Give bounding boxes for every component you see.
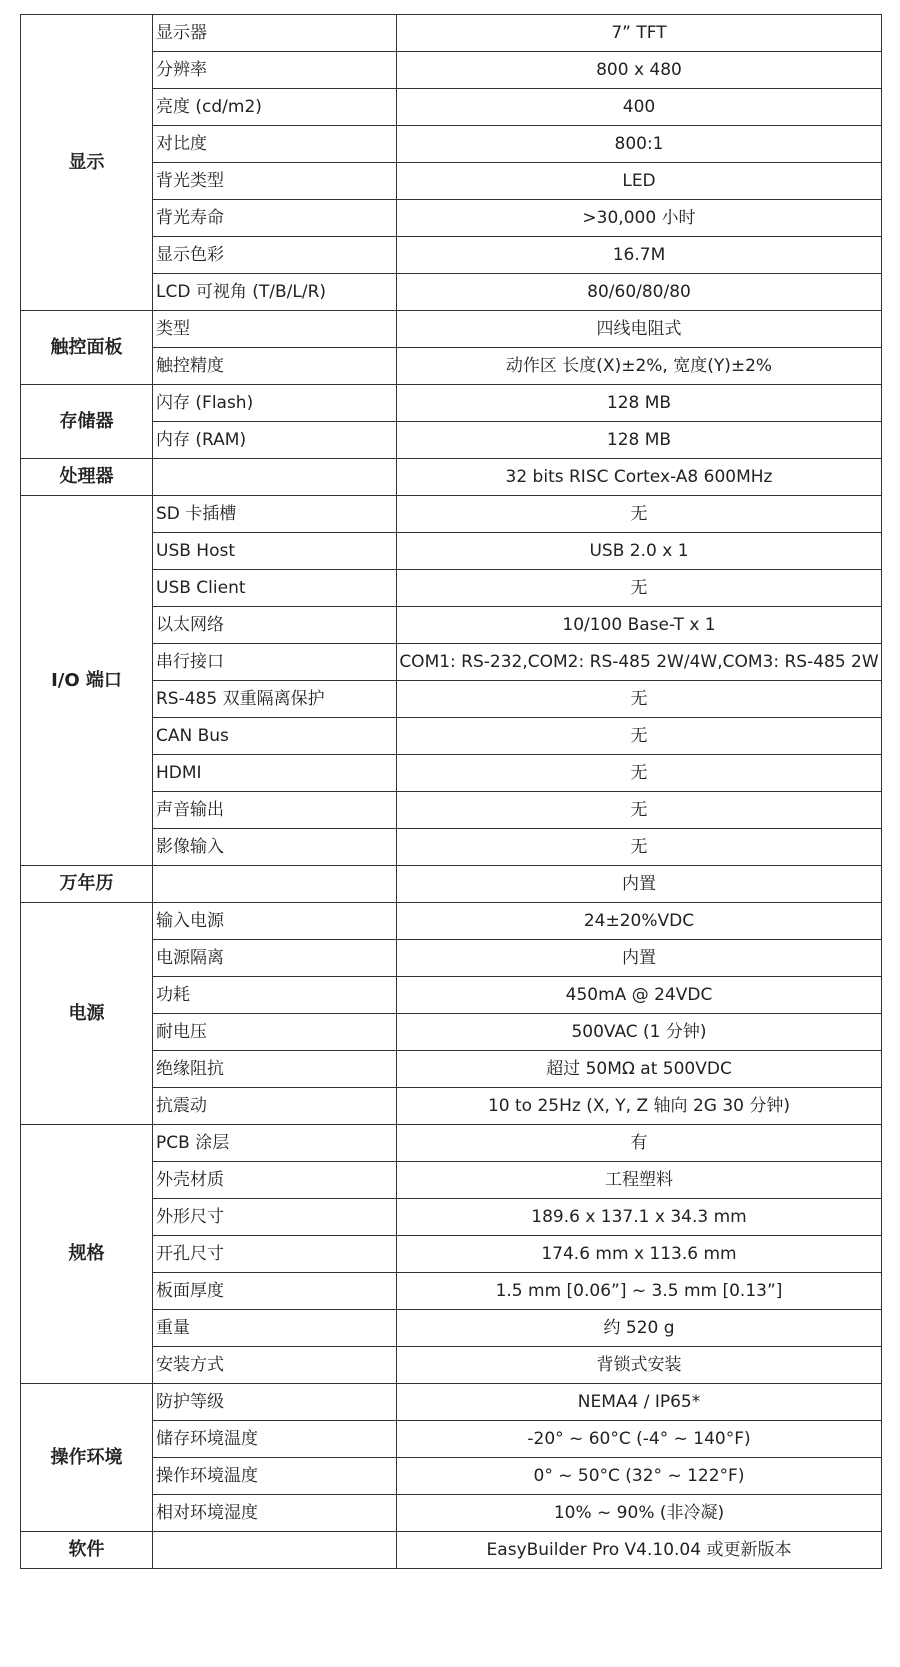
- spec-item-cell: 抗震动: [153, 1088, 397, 1125]
- spec-item-cell: 触控精度: [153, 348, 397, 385]
- category-cell: 处理器: [21, 459, 153, 496]
- spec-value-cell: 24±20%VDC: [397, 903, 882, 940]
- spec-value-cell: NEMA4 / IP65*: [397, 1384, 882, 1421]
- spec-table-body: [21, 15, 882, 1569]
- spec-value-cell: 0° ~ 50°C (32° ~ 122°F): [397, 1458, 882, 1495]
- spec-value-cell: USB 2.0 x 1: [397, 533, 882, 570]
- spec-item-cell: 外形尺寸: [153, 1199, 397, 1236]
- spec-item-cell: [153, 459, 397, 496]
- spec-row: [21, 1384, 882, 1421]
- spec-item-cell: 输入电源: [153, 903, 397, 940]
- spec-item-cell: 亮度 (cd/m2): [153, 89, 397, 126]
- spec-value-cell: 超过 50MΩ at 500VDC: [397, 1051, 882, 1088]
- spec-value-cell: 无: [397, 792, 882, 829]
- spec-value-cell: 128 MB: [397, 385, 882, 422]
- spec-value-cell: >30,000 小时: [397, 200, 882, 237]
- category-cell: 触控面板: [21, 311, 153, 385]
- spec-value-cell: 动作区 长度(X)±2%, 宽度(Y)±2%: [397, 348, 882, 385]
- spec-item-cell: 影像输入: [153, 829, 397, 866]
- spec-item-cell: 内存 (RAM): [153, 422, 397, 459]
- spec-row: [21, 385, 882, 422]
- spec-value-cell: -20° ~ 60°C (-4° ~ 140°F): [397, 1421, 882, 1458]
- spec-value-cell: 450mA @ 24VDC: [397, 977, 882, 1014]
- spec-value-cell: LED: [397, 163, 882, 200]
- spec-item-cell: SD 卡插槽: [153, 496, 397, 533]
- spec-value-cell: 80/60/80/80: [397, 274, 882, 311]
- spec-value-cell: 174.6 mm x 113.6 mm: [397, 1236, 882, 1273]
- spec-item-cell: 重量: [153, 1310, 397, 1347]
- category-cell: 软件: [21, 1532, 153, 1569]
- spec-value-cell: 800:1: [397, 126, 882, 163]
- spec-value-cell: 10% ~ 90% (非冷凝): [397, 1495, 882, 1532]
- category-cell: 规格: [21, 1125, 153, 1384]
- category-cell: 操作环境: [21, 1384, 153, 1532]
- category-cell: 存储器: [21, 385, 153, 459]
- spec-item-cell: USB Host: [153, 533, 397, 570]
- category-cell: 万年历: [21, 866, 153, 903]
- spec-item-cell: 防护等级: [153, 1384, 397, 1421]
- spec-value-cell: 工程塑料: [397, 1162, 882, 1199]
- spec-item-cell: 声音输出: [153, 792, 397, 829]
- spec-value-cell: 10 to 25Hz (X, Y, Z 轴向 2G 30 分钟): [397, 1088, 882, 1125]
- spec-value-cell: 无: [397, 755, 882, 792]
- spec-value-cell: 无: [397, 681, 882, 718]
- spec-item-cell: 操作环境温度: [153, 1458, 397, 1495]
- spec-value-cell: COM1: RS-232,COM2: RS-485 2W/4W,COM3: RS-485 2W: [397, 644, 882, 681]
- spec-item-cell: 显示器: [153, 15, 397, 52]
- spec-item-cell: 相对环境湿度: [153, 1495, 397, 1532]
- spec-item-cell: 开孔尺寸: [153, 1236, 397, 1273]
- spec-item-cell: 闪存 (Flash): [153, 385, 397, 422]
- spec-item-cell: USB Client: [153, 570, 397, 607]
- spec-value-cell: 32 bits RISC Cortex-A8 600MHz: [397, 459, 882, 496]
- spec-value-cell: 无: [397, 718, 882, 755]
- spec-item-cell: 安装方式: [153, 1347, 397, 1384]
- spec-value-cell: 无: [397, 829, 882, 866]
- spec-row: [21, 903, 882, 940]
- spec-value-cell: 无: [397, 496, 882, 533]
- spec-row: [21, 459, 882, 496]
- spec-value-cell: 800 x 480: [397, 52, 882, 89]
- spec-row: [21, 1532, 882, 1569]
- spec-item-cell: 绝缘阻抗: [153, 1051, 397, 1088]
- spec-row: [21, 1125, 882, 1162]
- spec-item-cell: [153, 1532, 397, 1569]
- spec-row: [21, 311, 882, 348]
- spec-item-cell: RS-485 双重隔离保护: [153, 681, 397, 718]
- spec-item-cell: PCB 涂层: [153, 1125, 397, 1162]
- spec-item-cell: 外壳材质: [153, 1162, 397, 1199]
- spec-item-cell: 功耗: [153, 977, 397, 1014]
- spec-item-cell: 板面厚度: [153, 1273, 397, 1310]
- spec-value-cell: 7” TFT: [397, 15, 882, 52]
- spec-table: [20, 14, 882, 1569]
- spec-row: [21, 866, 882, 903]
- spec-item-cell: LCD 可视角 (T/B/L/R): [153, 274, 397, 311]
- category-cell: I/O 端口: [21, 496, 153, 866]
- spec-item-cell: 背光寿命: [153, 200, 397, 237]
- spec-value-cell: 1.5 mm [0.06”] ~ 3.5 mm [0.13”]: [397, 1273, 882, 1310]
- spec-item-cell: 电源隔离: [153, 940, 397, 977]
- spec-row: [21, 496, 882, 533]
- spec-value-cell: 16.7M: [397, 237, 882, 274]
- spec-value-cell: 500VAC (1 分钟): [397, 1014, 882, 1051]
- category-cell: 显示: [21, 15, 153, 311]
- spec-item-cell: 分辨率: [153, 52, 397, 89]
- spec-value-cell: 有: [397, 1125, 882, 1162]
- spec-value-cell: 约 520 g: [397, 1310, 882, 1347]
- spec-item-cell: HDMI: [153, 755, 397, 792]
- spec-item-cell: 耐电压: [153, 1014, 397, 1051]
- spec-item-cell: 显示色彩: [153, 237, 397, 274]
- spec-item-cell: CAN Bus: [153, 718, 397, 755]
- spec-item-cell: 对比度: [153, 126, 397, 163]
- spec-value-cell: EasyBuilder Pro V4.10.04 或更新版本: [397, 1532, 882, 1569]
- spec-value-cell: 400: [397, 89, 882, 126]
- spec-item-cell: 储存环境温度: [153, 1421, 397, 1458]
- spec-value-cell: 背锁式安装: [397, 1347, 882, 1384]
- spec-item-cell: [153, 866, 397, 903]
- spec-value-cell: 内置: [397, 940, 882, 977]
- spec-value-cell: 10/100 Base-T x 1: [397, 607, 882, 644]
- spec-value-cell: 无: [397, 570, 882, 607]
- spec-value-cell: 189.6 x 137.1 x 34.3 mm: [397, 1199, 882, 1236]
- spec-item-cell: 类型: [153, 311, 397, 348]
- spec-item-cell: 背光类型: [153, 163, 397, 200]
- spec-item-cell: 以太网络: [153, 607, 397, 644]
- spec-row: [21, 15, 882, 52]
- spec-value-cell: 四线电阻式: [397, 311, 882, 348]
- spec-item-cell: 串行接口: [153, 644, 397, 681]
- spec-value-cell: 128 MB: [397, 422, 882, 459]
- spec-value-cell: 内置: [397, 866, 882, 903]
- category-cell: 电源: [21, 903, 153, 1125]
